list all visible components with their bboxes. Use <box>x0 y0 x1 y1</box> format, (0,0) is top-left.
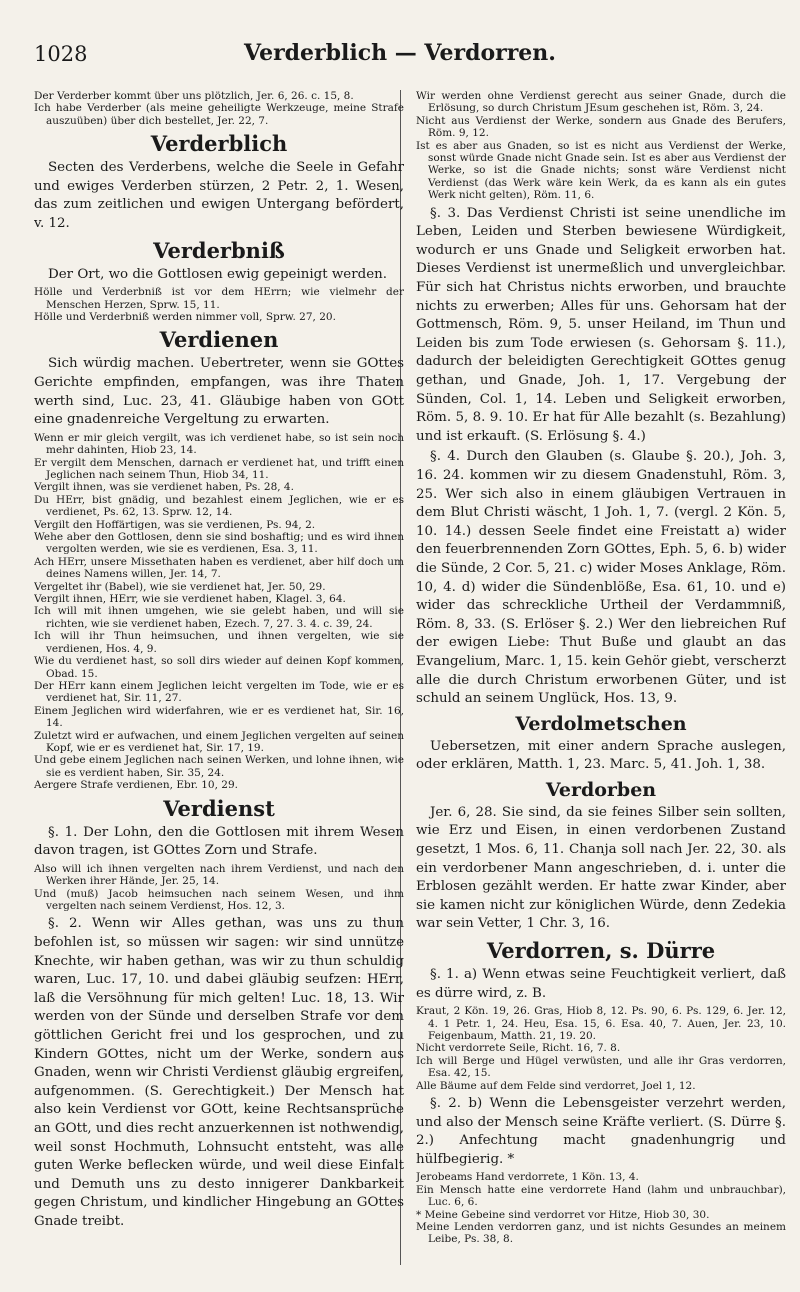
running-head: Verderblich — Verdorren. <box>244 40 556 66</box>
citation: Und (muß) Jacob heimsuchen nach seinem Wesen, und ihm vergelten nach seinem Verdienst, Hos. 12, 3. <box>34 887 404 912</box>
citation: Wie du verdienet hast, so soll dirs wieder auf deinen Kopf kommen, Obad. 15. <box>34 655 404 680</box>
citation: Ein Mensch hatte eine verdorrete Hand (lahm und unbrauchbar), Luc. 6, 6. <box>416 1183 786 1209</box>
page-number: 1028 <box>34 42 88 66</box>
citation: Einem Jeglichen wird widerfahren, wie er es verdienet hat, Sir. 16, 14. <box>34 704 404 730</box>
entry-title-verderbniss: Verderbniß <box>153 237 285 263</box>
citation: Kraut, 2 Kön. 19, 26. Gras, Hiob 8, 12. Ps. 90, 6. Ps. 129, 6. Jer. 12, 4. 1 Petr. 1, 24. Heu, Esa. 15, 6. Esa. 40, 7. Auen, Jer. 23, 10. Feigenbaum, Matth. 21, 19. 20. <box>416 1005 786 1043</box>
citation: Der Verderber kommt über uns plötzlich, Jer. 6, 26. c. 15, 8. <box>34 90 354 102</box>
entry-title-verdienen: Verdienen <box>159 327 279 353</box>
left-column <box>34 90 404 1270</box>
citation: Wenn er mir gleich vergilt, was ich verdienet habe, so ist sein noch mehr dahinten, Hiob 23, 14. <box>34 431 404 457</box>
citation: Zuletzt wird er aufwachen, und einem Jeglichen vergelten auf seinen Kopf, wie er es verdienet hat, Sir. 17, 19. <box>34 729 404 754</box>
citation: Ist es aber aus Gnaden, so ist es nicht aus Verdienst der Werke, sonst würde Gnade nicht Gnade sein. Ist es aber aus Verdienst der Werke, so ist die Gnade nichts; sonst wäre Verdienst nicht Verdienst (das Werk wäre kein Werk, da es kann als ein gutes Werk nicht gelten), Röm. 11, 6. <box>416 139 786 202</box>
citation: Der HErr kann einem Jeglichen leicht vergelten im Tode, wie er es verdienet hat, Sir. 11, 27. <box>34 679 404 705</box>
entry-text: Jer. 6, 28. Sie sind, da sie feines Silber sein sollten, wie Erz und Eisen, in einen verdorbenen Zustand gesetzt, 1 Mos. 6, 11. Chanja soll nach Jer. 22, 30. als ein verdorbener Mann angeschrieben, d. i. unter die Erblosen gezählt werden. Er hatte zwar Kinder, aber sie kamen nicht zur königlichen Würde, denn Zedekia war sein Vetter, 1 Chr. 3, 16. <box>416 804 786 932</box>
citation: Vergilt ihnen, HErr, wie sie verdienet haben, Klagel. 3, 64. <box>34 593 346 606</box>
citation: Ich will mit ihnen umgehen, wie sie gelebt haben, und will sie richten, wie sie verdienet haben, Ezech. 7, 27. 3. 4. c. 39, 24. <box>34 605 404 630</box>
entry-text: Secten des Verderbens, welche die Seele in Gefahr und ewiges Verderben stürzen, 2 Petr. 2, 1. Wesen, das zum zeitlichen und ewigen Untergang befördert, v. 12. <box>34 160 404 231</box>
citation: * Meine Gebeine sind verdorret vor Hitze, Hiob 30, 30. <box>416 1208 710 1221</box>
citation: Hölle und Verderbniß werden nimmer voll, Sprw. 27, 20. <box>34 311 336 323</box>
entry-title-verdorren: Verdorren, s. Dürre <box>486 938 716 964</box>
citation: Meine Lenden verdorren ganz, und ist nichts Gesundes an meinem Leibe, Ps. 38, 8. <box>416 1221 786 1246</box>
citation: Ich will ihr Thun heimsuchen, und ihnen vergelten, wie sie verdienen, Hos. 4, 9. <box>34 630 404 655</box>
citation: Alle Bäume auf dem Felde sind verdorret, Joel 1, 12. <box>416 1079 696 1092</box>
entry-text: Sich würdig machen. Uebertreter, wenn sie GOttes Gerichte empfinden, empfangen, was ihre Thaten werth sind, Luc. 23, 41. Gläubige haben von GOtt eine gnadenreiche Vergeltung zu erwarten. <box>34 356 404 428</box>
entry-title-verdolmetschen: Verdolmetschen <box>515 712 687 735</box>
citation: Und gebe einem Jeglichen nach seinen Werken, und lohne ihnen, wie sie es verdient haben, Sir. 35, 24. <box>34 754 404 779</box>
citation: Wehe aber den Gottlosen, denn sie sind boshaftig; und es wird ihnen vergolten werden, wie sie es verdienen, Esa. 3, 11. <box>34 531 404 556</box>
page-header <box>34 34 766 78</box>
citation: Du HErr, bist gnädig, und bezahlest einem Jeglichen, wie er es verdienet, Ps. 62, 13. Sprw. 12, 14. <box>34 493 404 519</box>
citation: Ich habe Verderber (als meine geheiligte Werkzeuge, meine Strafe auszuüben) über dich bestellet, Jer. 22, 7. <box>34 102 404 127</box>
citation: Also will ich ihnen vergelten nach ihrem Verdienst, und nach den Werken ihrer Hände, Jer. 25, 14. <box>34 862 404 888</box>
entry-paragraph: §. 2. b) Wenn die Lebensgeister verzehrt werden, und also der Mensch seine Kräfte verliert. (S. Dürre §. 2.) Anfechtung macht gnadenhungrig und hülfbegierig. * <box>416 1096 786 1167</box>
citation: Er vergilt dem Menschen, darnach er verdienet hat, und trifft einen Jeglichen nach seinem Thun, Hiob 34, 11. <box>34 456 404 481</box>
citation: Vergilt ihnen, was sie verdienet haben, Ps. 28, 4. <box>34 481 294 494</box>
entry-paragraph: §. 1. Der Lohn, den die Gottlosen mit ihrem Wesen davon tragen, ist GOttes Zorn und Strafe. <box>34 824 404 859</box>
right-column <box>416 90 786 1270</box>
citation: Jerobeams Hand verdorrete, 1 Kön. 13, 4. <box>416 1171 639 1184</box>
citation: Wir werden ohne Verdienst gerecht aus seiner Gnade, durch die Erlösung, so durch Christum JEsum geschehen ist, Röm. 3, 24. <box>416 90 786 115</box>
citation: Nicht verdorrete Seile, Richt. 16, 7. 8. <box>416 1042 621 1055</box>
entry-paragraph: §. 4. Durch den Glauben (s. Glaube §. 20.), Joh. 3, 16. 24. kommen wir zu diesem Gnadenstuhl, Röm. 3, 25. Wer sich also in einem gläubigen Vertrauen in dem Blut Christi wäscht, 1 Joh. 1, 7. (vergl. 2 Kön. 5, 10. 14.) dessen Seele findet eine Freistatt a) wider den feuerbrennenden Zorn GOttes, Eph. 5, 6. b) wider die Sünde, 2 Cor. 5, 21. c) wider Moses Anklage, Röm. 10, 4. d) wider die Sündenblöße, Esa. 61, 10. und e) wider das schreckliche Urtheil der Verdammniß, Röm. 8, 33. (S. Erlöser §. 2.) Wer den liebreichen Ruf der ewigen Liebe: Thut Buße und glaubt an das Evangelium, Marc. 1, 15. kein Gehör giebt, verscherzt alle die durch Christum erworbenen Güter, und ist schuld an seinem Unglück, Hos. 13, 9. <box>416 449 786 707</box>
entry-title-verderblich: Verderblich <box>150 131 288 157</box>
citation: Vergeltet ihr (Babel), wie sie verdienet hat, Jer. 50, 29. <box>34 580 326 593</box>
citation: Aergere Strafe verdienen, Ebr. 10, 29. <box>34 779 238 792</box>
entry-title-verdienst: Verdienst <box>163 795 275 821</box>
citation: Hölle und Verderbniß ist vor dem HErrn; wie vielmehr der Menschen Herzen, Sprw. 15, 11. <box>34 286 404 311</box>
citation: Nicht aus Verdienst der Werke, sondern aus Gnade des Berufers, Röm. 9, 12. <box>416 114 786 140</box>
citation: Ach HErr, unsere Missethaten haben es verdienet, aber hilf doch um deines Namens willen, Jer. 14, 7. <box>34 555 404 581</box>
entry-title-verdorben: Verdorben <box>545 778 657 801</box>
entry-paragraph: §. 3. Das Verdienst Christi ist seine unendliche im Leben, Leiden und Sterben bewiesene Würdigkeit, wodurch er uns Gnade und Seligkeit erworben hat. Dieses Verdienst ist unermeßlich und unvergleichbar. Für sich hat Christus nichts erworben, und brauchte nichts zu erwerben; Alles für uns. Gehorsam hat der Gottmensch, Röm. 9, 5. unser Heiland, im Thun und Leiden bis zum Tode erwiesen (s. Gehorsam §. 11.), dadurch der beleidigten Gerechtigkeit GOttes genug gethan, und Gnade, Joh. 1, 17. Vergebung der Sünden, Col. 1, 14. Leben und Seligkeit erworben, Röm. 5, 8. 9. 10. Er hat für Alle bezahlt (s. Bezahlung) und ist erkauft. (S. Erlösung §. 4.) <box>416 205 786 444</box>
entry-text: Der Ort, wo die Gottlosen ewig gepeinigt werden. <box>48 266 388 282</box>
citation: Vergilt den Hoffärtigen, was sie verdienen, Ps. 94, 2. <box>34 518 316 531</box>
entry-text: Uebersetzen, mit einer andern Sprache auslegen, oder erklären, Matth. 1, 23. Marc. 5, 41. Joh. 1, 38. <box>416 738 786 773</box>
citation: Ich will Berge und Hügel verwüsten, und alle ihr Gras verdorren, Esa. 42, 15. <box>416 1054 786 1080</box>
entry-paragraph: §. 1. a) Wenn etwas seine Feuchtigkeit verliert, daß es dürre wird, z. B. <box>416 967 786 1001</box>
entry-paragraph: §. 2. Wenn wir Alles gethan, was uns zu thun befohlen ist, so müssen wir sagen: wir sind unnütze Knechte, wir haben gethan, was wir zu thun schuldig waren, Luc. 17, 10. und dabei gläubig seufzen: HErr, laß die Versöhnung für mich gelten! Luc. 18, 13. Wir werden von der Sünde und derselben Strafe vor dem göttlichen Gericht frei und los gesprochen, und zu Kindern GOttes, nicht um der Werke, sondern aus Gnaden, wenn wir Christi Verdienst gläubig ergreifen, aufgenommen. (S. Gerechtigkeit.) Der Mensch hat also kein Verdienst vor GOtt, keine Rechtsansprüche an GOtt, und dies recht anzuerkennen ist nothwendig, weil sonst Hochmuth, Lohnsucht entsteht, was alle guten Werke beflecken würde, und weil diese Einfalt und Demuth uns zu desto innigerer Dankbarkeit gegen Christum, und kindlicher Hingebung an GOttes Gnade treibt. <box>34 916 404 1229</box>
